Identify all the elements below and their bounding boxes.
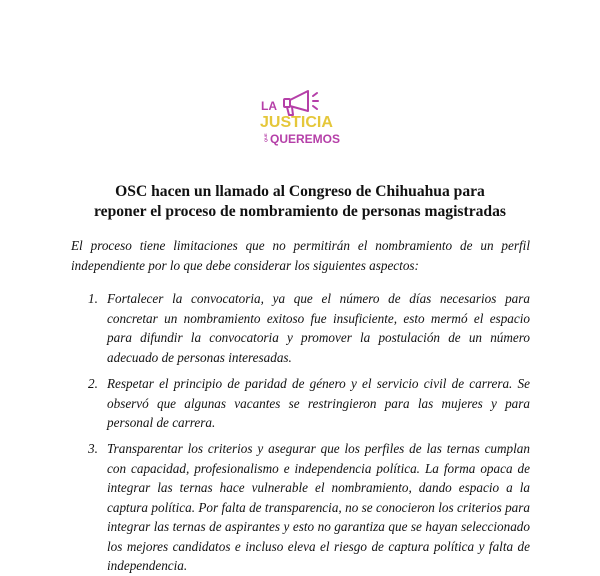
list-item: [88, 374, 530, 433]
list-item: [88, 439, 530, 576]
page-title: [60, 182, 540, 222]
logo: [258, 84, 342, 150]
logo-line1: LA: [261, 99, 277, 113]
list-item-number: 1.: [88, 291, 98, 306]
list-item-number: 2.: [88, 376, 98, 391]
list-item-number: 3.: [88, 441, 98, 456]
title-line-2: reponer el proceso de nombramiento de personas magistradas: [94, 203, 506, 220]
list-item: [88, 289, 530, 367]
megaphone-icon: [284, 91, 318, 115]
intro-paragraph: El proceso tiene limitaciones que no permitirán el nombramiento de un perfil independiente por lo que debe considerar los siguientes aspectos:: [71, 238, 530, 273]
la-justicia-que-queremos-logo: [258, 84, 342, 150]
list-item-text: Respetar el principio de paridad de género y el servicio civil de carrera. Se observó que algunas vacantes se restringieron para las mujeres y para personal de carrera.: [107, 376, 530, 430]
logo-small-text: QUE: [263, 133, 268, 142]
list-item-text: Fortalecer la convocatoria, ya que el número de días necesarios para concretar un nombramiento exitoso fue insuficiente, esto mermó el espacio para difundir la convocatoria y promover la postulación de un número adecuado de personas interesadas.: [107, 291, 530, 365]
title-line-1: OSC hacen un llamado al Congreso de Chihuahua para: [115, 183, 485, 200]
logo-line3: QUEREMOS: [270, 132, 341, 146]
logo-line2: JUSTICIA: [260, 114, 333, 131]
list-item-text: Transparentar los criterios y asegurar que los perfiles de las ternas cumplan con capacidad, profesionalismo e independencia política. La forma opaca de integrar las ternas hace vulnerable el nombramiento, dando espacio a la captura política. Por falta de transparencia, no se conocieron los criterios para integrar las ternas de aspirantes y esto no garantiza que se hayan seleccionado los mejores candidatos e incluso eleva el riesgo de captura política y falta de independencia.: [107, 441, 530, 573]
